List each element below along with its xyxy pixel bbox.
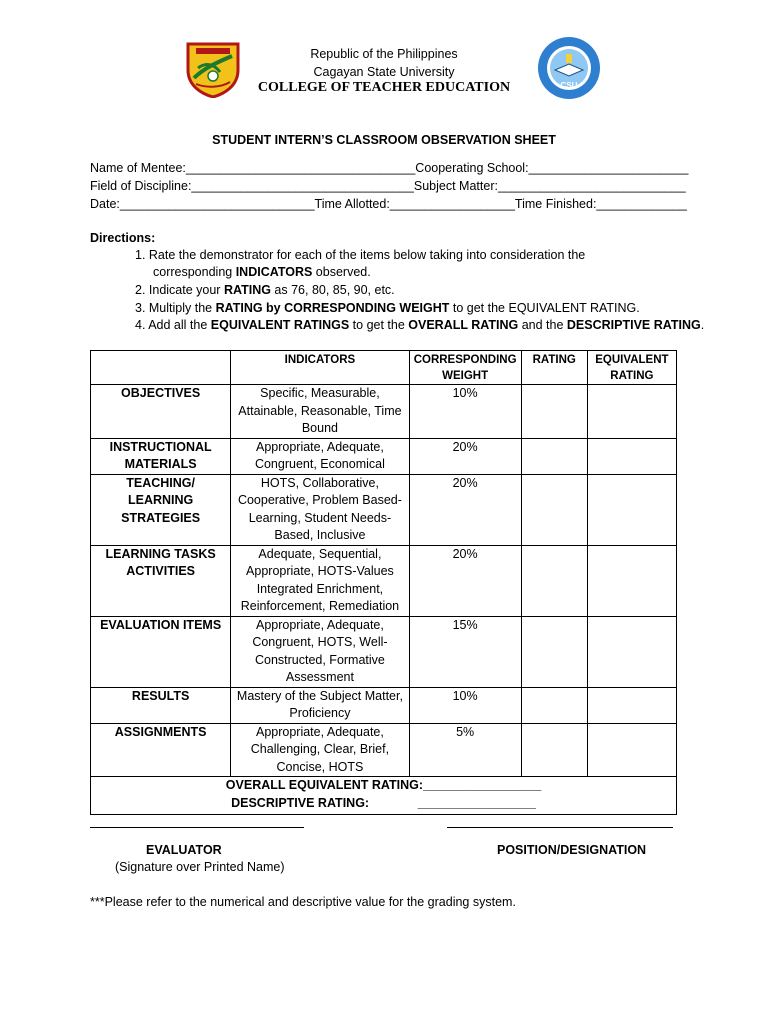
indicators-cell: Appropriate, Adequate, Challenging, Clear, Brief, Concise, HOTS	[231, 723, 409, 777]
table-row	[91, 616, 677, 687]
equivalent-cell[interactable]	[587, 385, 676, 439]
weight-cell: 10%	[409, 687, 521, 723]
criterion-cell: TEACHING/ LEARNING STRATEGIES	[91, 474, 231, 545]
table-row	[91, 474, 677, 545]
position-signature-line[interactable]	[447, 827, 673, 828]
table-row	[91, 687, 677, 723]
equivalent-cell[interactable]	[587, 616, 676, 687]
rating-cell[interactable]	[521, 687, 587, 723]
direction-2: 2. Indicate your RATING as 76, 80, 85, 90, etc.	[135, 283, 395, 297]
table-header-row	[91, 351, 677, 385]
direction-4: 4. Add all the EQUIVALENT RATINGS to get the OVERALL RATING and the DESCRIPTIVE RATING.	[135, 318, 705, 332]
form-line-date-time[interactable]: Date:____________________________Time Allotted:__________________Time Finished:_____________	[90, 197, 687, 211]
header-equivalent: EQUIVALENT RATING	[587, 351, 676, 385]
direction-1-cont: corresponding INDICATORS observed.	[153, 265, 371, 279]
indicators-cell: Adequate, Sequential, Appropriate, HOTS-Values Integrated Enrichment, Reinforcement, Remediation	[231, 545, 409, 616]
evaluator-label: EVALUATOR	[146, 843, 222, 857]
rating-cell[interactable]	[521, 474, 587, 545]
equivalent-cell[interactable]	[587, 687, 676, 723]
header-college: COLLEGE OF TEACHER EDUCATION	[257, 80, 511, 95]
rating-cell[interactable]	[521, 438, 587, 474]
rating-cell[interactable]	[521, 385, 587, 439]
header-rating: RATING	[521, 351, 587, 385]
form-line-discipline-subject[interactable]: Field of Discipline:________________________________Subject Matter:___________________________	[90, 179, 686, 193]
equivalent-cell[interactable]	[587, 545, 676, 616]
seal-label: CSU	[560, 81, 578, 90]
header-weight: CORRESPONDING WEIGHT	[409, 351, 521, 385]
rating-cell[interactable]	[521, 616, 587, 687]
criterion-cell: LEARNING TASKS ACTIVITIES	[91, 545, 231, 616]
grading-note: ***Please refer to the numerical and descriptive value for the grading system.	[90, 895, 516, 909]
evaluator-signature-line[interactable]	[90, 827, 304, 828]
criterion-cell: EVALUATION ITEMS	[91, 616, 231, 687]
criterion-cell: ASSIGNMENTS	[91, 723, 231, 777]
header-republic: Republic of the Philippines	[310, 47, 458, 61]
weight-cell: 15%	[409, 616, 521, 687]
table-row	[91, 438, 677, 474]
equivalent-cell[interactable]	[587, 723, 676, 777]
rating-cell[interactable]	[521, 723, 587, 777]
weight-cell: 5%	[409, 723, 521, 777]
form-line-mentee-school[interactable]: Name of Mentee:_________________________________Cooperating School:_______________________	[90, 161, 689, 175]
observation-table	[90, 350, 677, 815]
criterion-cell: RESULTS	[91, 687, 231, 723]
position-label: POSITION/DESIGNATION	[497, 843, 647, 857]
table-row	[91, 545, 677, 616]
indicators-cell: Specific, Measurable, Attainable, Reasonable, Time Bound	[231, 385, 409, 439]
weight-cell: 20%	[409, 474, 521, 545]
overall-rating-label: OVERALL EQUIVALENT RATING:_________________	[225, 778, 542, 792]
overall-rating-cell[interactable]	[91, 777, 677, 815]
table-row	[91, 385, 677, 439]
table-footer-row	[91, 777, 677, 815]
descriptive-rating-label: DESCRIPTIVE RATING: _________________	[231, 795, 536, 810]
indicators-cell: HOTS, Collaborative, Cooperative, Problem Based-Learning, Student Needs-Based, Inclusive	[231, 474, 409, 545]
rating-cell[interactable]	[521, 545, 587, 616]
direction-1: 1. Rate the demonstrator for each of the items below taking into consideration the	[135, 248, 586, 262]
criterion-cell: OBJECTIVES	[91, 385, 231, 439]
header-indicators: INDICATORS	[231, 351, 409, 385]
header-criterion	[91, 351, 231, 385]
weight-cell: 20%	[409, 545, 521, 616]
indicators-cell: Appropriate, Adequate, Congruent, Economical	[231, 438, 409, 474]
indicators-cell: Mastery of the Subject Matter, Proficiency	[231, 687, 409, 723]
criterion-cell: INSTRUCTIONAL MATERIALS	[91, 438, 231, 474]
weight-cell: 10%	[409, 385, 521, 439]
directions-heading: Directions:	[90, 231, 156, 245]
equivalent-cell[interactable]	[587, 438, 676, 474]
evaluator-sublabel: (Signature over Printed Name)	[115, 860, 285, 874]
sheet-title: STUDENT INTERN’S CLASSROOM OBSERVATION SHEET	[212, 133, 556, 147]
weight-cell: 20%	[409, 438, 521, 474]
indicators-cell: Appropriate, Adequate, Congruent, HOTS, Well-Constructed, Formative Assessment	[231, 616, 409, 687]
equivalent-cell[interactable]	[587, 474, 676, 545]
table-row	[91, 723, 677, 777]
direction-3: 3. Multiply the RATING by CORRESPONDING WEIGHT to get the EQUIVALENT RATING.	[135, 301, 640, 315]
header-university: Cagayan State University	[313, 65, 455, 79]
